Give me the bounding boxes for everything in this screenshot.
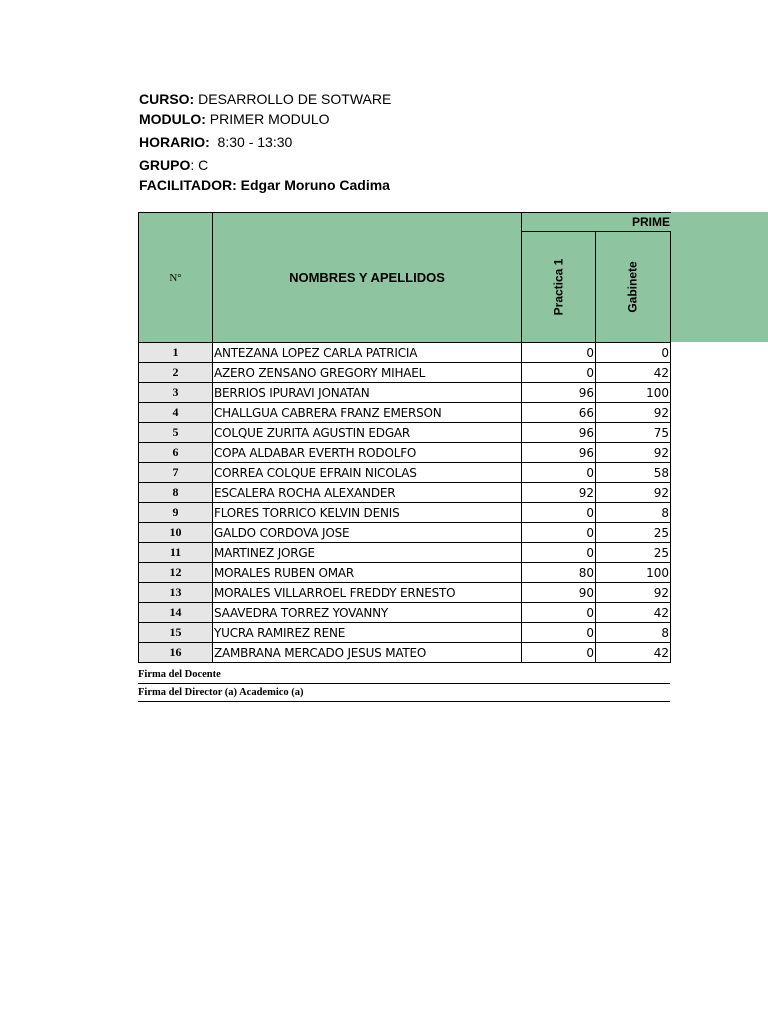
practica-score: 96 [522, 443, 596, 463]
practica-score: 0 [522, 503, 596, 523]
curso-label: CURSO: [139, 91, 195, 107]
gabinete-score: 92 [596, 583, 671, 603]
row-number: 8 [139, 483, 213, 503]
grupo-line [139, 156, 208, 174]
gabinete-score: 25 [596, 523, 671, 543]
practica-score: 0 [522, 363, 596, 383]
modulo-label: MODULO: [139, 111, 206, 127]
gabinete-score: 58 [596, 463, 671, 483]
student-name: CORREA COLQUE EFRAIN NICOLAS [213, 463, 522, 483]
gabinete-score: 8 [596, 623, 671, 643]
row-number: 11 [139, 543, 213, 563]
gabinete-score: 42 [596, 603, 671, 623]
row-number: 1 [139, 343, 213, 363]
gabinete-score: 92 [596, 443, 671, 463]
practica-label: Practica 1 [551, 258, 566, 316]
row-number: 15 [139, 623, 213, 643]
horario-line [139, 133, 292, 151]
table-row [139, 623, 671, 643]
practica-score: 92 [522, 483, 596, 503]
column-header-number: N° [139, 213, 213, 343]
curso-value: DESARROLLO DE SOTWARE [194, 91, 392, 107]
curso-line [139, 90, 391, 108]
grupo-label: GRUPO [139, 157, 191, 173]
facilitador-value: Edgar Moruno Cadima [236, 177, 390, 193]
student-name: MARTINEZ JORGE [213, 543, 522, 563]
table-row [139, 523, 671, 543]
column-header-names: NOMBRES Y APELLIDOS [213, 213, 522, 343]
facilitador-line [139, 176, 390, 194]
table-row [139, 363, 671, 383]
row-number: 9 [139, 503, 213, 523]
practica-score: 0 [522, 523, 596, 543]
student-name: COPA ALDABAR EVERTH RODOLFO [213, 443, 522, 463]
student-name: SAAVEDRA TORREZ YOVANNY [213, 603, 522, 623]
practica-score: 66 [522, 403, 596, 423]
gabinete-score: 0 [596, 343, 671, 363]
table-row [139, 343, 671, 363]
gabinete-label: Gabinete [625, 261, 640, 313]
student-name: CHALLGUA CABRERA FRANZ EMERSON [213, 403, 522, 423]
table-row [139, 443, 671, 463]
signature-director: Firma del Director (a) Academico (a) [138, 684, 670, 702]
student-name: AZERO ZENSANO GREGORY MIHAEL [213, 363, 522, 383]
practica-score: 96 [522, 383, 596, 403]
grades-table [138, 212, 671, 663]
table-row [139, 423, 671, 443]
row-number: 6 [139, 443, 213, 463]
grupo-value: : C [190, 157, 209, 173]
modulo-value: PRIMER MODULO [205, 111, 330, 127]
gabinete-score: 8 [596, 503, 671, 523]
gabinete-score: 92 [596, 403, 671, 423]
table-row [139, 563, 671, 583]
table-row [139, 583, 671, 603]
column-header-gabinete [596, 232, 671, 343]
horario-label: HORARIO: [139, 134, 210, 150]
gabinete-score: 42 [596, 363, 671, 383]
student-name: MORALES VILLARROEL FREDDY ERNESTO [213, 583, 522, 603]
row-number: 7 [139, 463, 213, 483]
table-row [139, 543, 671, 563]
modulo-line [139, 110, 330, 128]
student-name: YUCRA RAMIREZ RENE [213, 623, 522, 643]
column-header-practica [522, 232, 596, 343]
student-name: ANTEZANA LOPEZ CARLA PATRICIA [213, 343, 522, 363]
table-row [139, 503, 671, 523]
row-number: 4 [139, 403, 213, 423]
table-row [139, 483, 671, 503]
gabinete-score: 100 [596, 383, 671, 403]
row-number: 14 [139, 603, 213, 623]
table-row [139, 403, 671, 423]
practica-score: 0 [522, 463, 596, 483]
practica-score: 90 [522, 583, 596, 603]
module-header: PRIME [522, 213, 671, 232]
practica-score: 0 [522, 643, 596, 663]
horario-value: 8:30 - 13:30 [209, 134, 293, 150]
signature-docente: Firma del Docente [138, 666, 670, 684]
practica-score: 80 [522, 563, 596, 583]
row-number: 16 [139, 643, 213, 663]
row-number: 13 [139, 583, 213, 603]
header-overflow-band [670, 212, 768, 342]
gabinete-score: 92 [596, 483, 671, 503]
row-number: 5 [139, 423, 213, 443]
gabinete-score: 42 [596, 643, 671, 663]
table-row [139, 383, 671, 403]
facilitador-label: FACILITADOR: [139, 177, 237, 193]
table-row [139, 603, 671, 623]
practica-score: 96 [522, 423, 596, 443]
student-name: ZAMBRANA MERCADO JESUS MATEO [213, 643, 522, 663]
row-number: 12 [139, 563, 213, 583]
row-number: 2 [139, 363, 213, 383]
gabinete-score: 100 [596, 563, 671, 583]
practica-score: 0 [522, 623, 596, 643]
table-row [139, 463, 671, 483]
row-number: 3 [139, 383, 213, 403]
practica-score: 0 [522, 543, 596, 563]
practica-score: 0 [522, 603, 596, 623]
student-name: ESCALERA ROCHA ALEXANDER [213, 483, 522, 503]
row-number: 10 [139, 523, 213, 543]
student-name: COLQUE ZURITA AGUSTIN EDGAR [213, 423, 522, 443]
table-row [139, 643, 671, 663]
gabinete-score: 75 [596, 423, 671, 443]
gabinete-score: 25 [596, 543, 671, 563]
student-name: MORALES RUBEN OMAR [213, 563, 522, 583]
student-name: GALDO CORDOVA JOSE [213, 523, 522, 543]
student-name: FLORES TORRICO KELVIN DENIS [213, 503, 522, 523]
student-name: BERRIOS IPURAVI JONATAN [213, 383, 522, 403]
practica-score: 0 [522, 343, 596, 363]
